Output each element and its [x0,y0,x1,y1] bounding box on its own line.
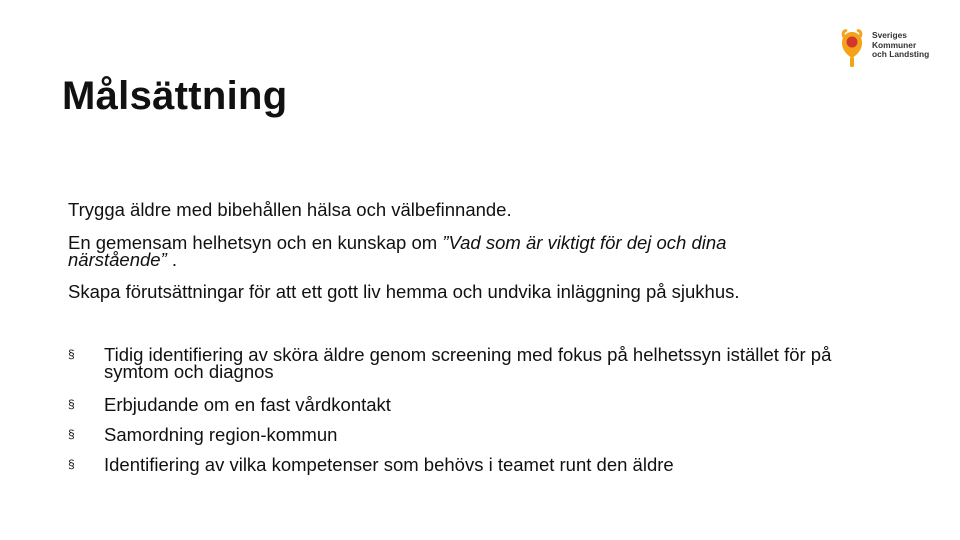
list-item-text: Tidig identifiering av sköra äldre genom screening med fokus på helhetssyn istället för på symtom och diagnos [104,344,832,382]
list-item [68,456,864,473]
list-item [68,346,864,380]
skl-logo [838,28,938,70]
goal-paragraph-2 [68,234,828,268]
list-item [68,426,864,443]
paragraph-2-quote: ”Vad som är viktigt för dej och dina närstående” [68,232,727,270]
logo-line-3: och Landsting [872,49,930,59]
list-item [68,396,864,413]
logo-line-1: Sveriges [872,30,907,40]
paragraph-2-end: . [166,249,178,270]
goal-paragraph-3: Skapa förutsättningar för att ett gott liv hemma och undvika inläggning på sjukhus. [68,281,740,302]
person-heart-logo-icon [838,28,866,68]
paragraph-2-start: En gemensam helhetsyn och en kunskap om [68,232,443,253]
bullet-marker: § [68,427,75,441]
list-item-text: Erbjudande om en fast vårdkontakt [104,394,391,415]
bullet-marker: § [68,457,75,471]
page-title: Målsättning [62,74,288,118]
bullet-marker: § [68,347,75,361]
logo-wordmark [872,31,929,60]
bullet-marker: § [68,397,75,411]
goal-paragraph-1: Trygga äldre med bibehållen hälsa och välbefinnande. [68,199,512,220]
list-item-text: Identifiering av vilka kompetenser som behövs i teamet runt den äldre [104,454,674,475]
logo-line-2: Kommuner [872,39,917,50]
list-item-text: Samordning region-kommun [104,424,338,445]
